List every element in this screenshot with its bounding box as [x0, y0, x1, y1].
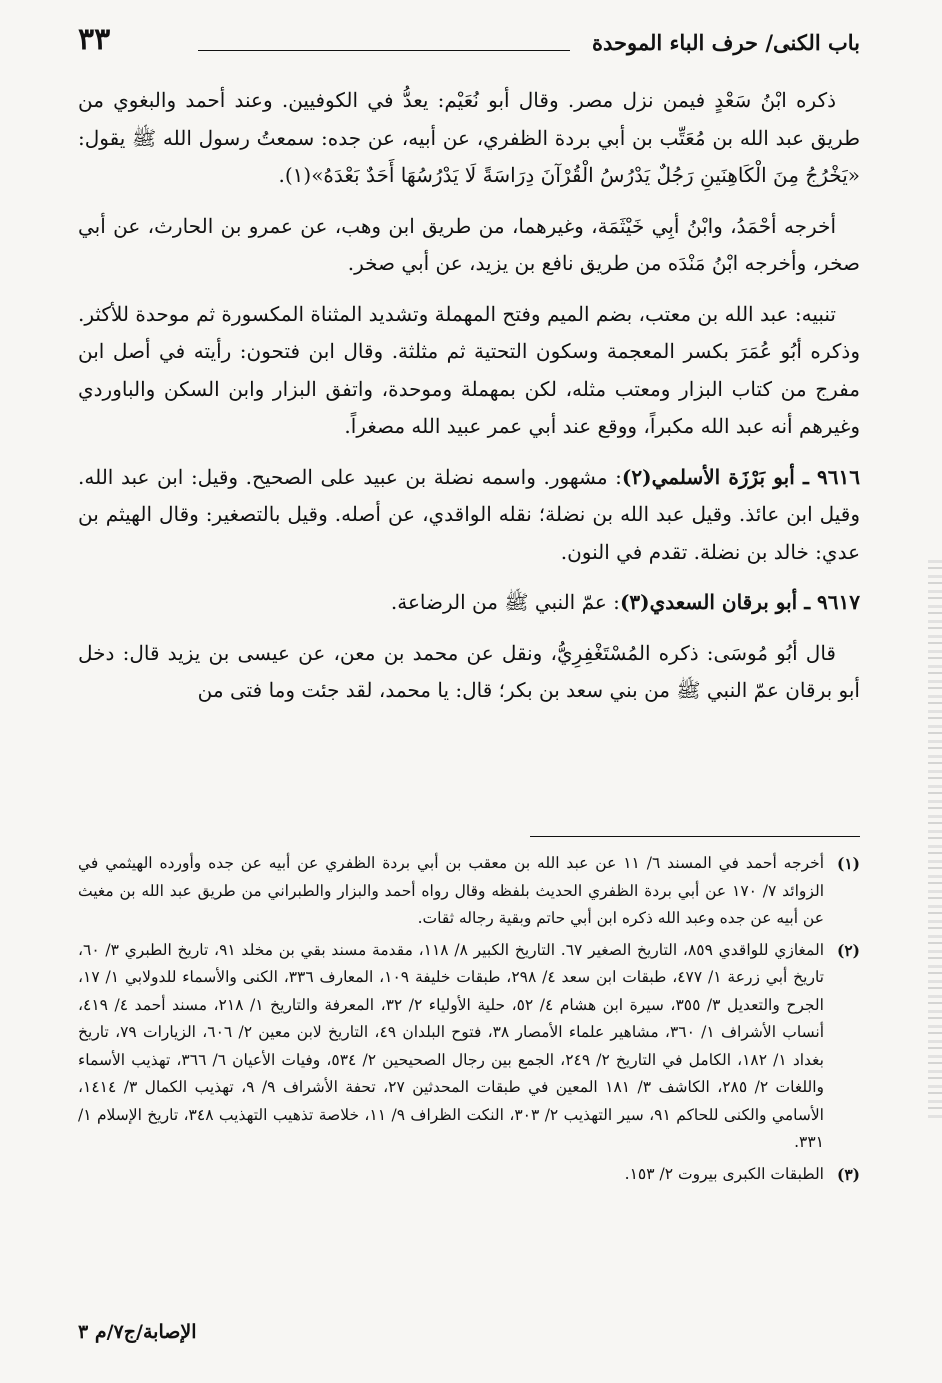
- footnotes: [78, 850, 860, 1192]
- page-header: [78, 22, 860, 64]
- footnote-2: [78, 937, 860, 1157]
- paragraph-last: قال أبُو مُوسَى: ذكره المُسْتَغْفِرِيُّ، ونقل عن محمد بن معن، عن عيسى بن يزيد قال: دخل أبو برقان عمّ النبي ﷺ من بني سعد بن بكر؛ قال: يا محمد، لقد جئت وما فتى من: [78, 640, 860, 702]
- main-text: [78, 82, 860, 723]
- entry-9617: [78, 584, 860, 622]
- footnote-text: الطبقات الكبرى بيروت ٢/ ١٥٣.: [624, 1164, 824, 1183]
- scan-edge-noise: [928, 560, 942, 1120]
- footnote-1: [78, 850, 860, 933]
- entry-9617-body: : عمّ النبي ﷺ من الرضاعة.: [390, 590, 620, 614]
- footnote-text: المغازي للواقدي ٨٥٩، التاريخ الصغير ٦٧. التاريخ الكبير ٨/ ١١٨، مقدمة مسند بقي بن مخلد ٩١، تاريخ الطبري ٣/ ٦٠، تاريخ أبي زرعة ١/ ٤٧٧، طبقات ابن سعد ٤/ ٢٩٨، طبقات خليفة ١٠٩، المعارف ٣٣٦، الكنى والأسماء للدولابي ١/ ١٧، الجرح والتعديل ٣/ ٣٥٥، سيرة ابن هشام ٤/ ٥٢، حلية الأولياء ٢/ ٣٢، المعرفة والتاريخ ١/ ٢١٨، مسند أحمد ٤/ ٤١٩، أنساب الأشراف ١/ ٣٦٠، مشاهير علماء الأمصار ٣٨، فتوح البلدان ٤٩، التاريخ لابن معين ٢/ ٦٠٦، الزيارات ٧٩، تاريخ بغداد ١/ ١٨٢، الكامل في التاريخ ٢/ ٢٤٩، الجمع بين رجال الصحيحين ٢/ ٥٣٤، وفيات الأعيان ٦/ ٣٦٦، تهذيب الأسماء واللغات ٢/ ٢٨٥، الكاشف ٣/ ١٨١ المعين في طبقات المحدثين ٢٧، تحفة الأشراف ٩/ ٩، تهذيب الكمال ٣/ ١٤١٤، الأسامي والكنى للحاكم ٩١، سير التهذيب ٢/ ٣٠٣، النكت الظراف ٩/ ١١، خلاصة تذهيب التهذيب ٣٤٨، تاريخ الإسلام ١/ ٣٣١.: [78, 940, 825, 1151]
- entry-9616: [78, 459, 860, 572]
- paragraph-2: أخرجه أحْمَدُ، وابْنُ أبِي خَيْثَمَة، وغيرهما، من طريق ابن وهب، عن عمرو بن الحارث، عن أبي صخر، وأخرجه ابْنُ مَنْدَه من طريق نافع بن يزيد، عن أبي صخر.: [78, 213, 860, 275]
- page-number: ٣٣: [78, 22, 111, 57]
- entry-9616-body: : مشهور. واسمه نضلة بن عبيد على الصحيح. وقيل: ابن عبد الله. وقيل ابن عائذ. وقيل عبد الله بن نضلة؛ نقله الواقدي، عن أصله. وقيل بالتصغير: وقال الهيثم بن عدي: خالد بن نضلة. تقدم في النون.: [78, 464, 860, 564]
- footnote-number: (٣): [836, 1164, 860, 1184]
- header-rule: [198, 50, 570, 51]
- signature-mark: الإصابة/ج٧/م ٣: [78, 1321, 197, 1343]
- footnote-rule: [530, 836, 860, 837]
- footnote-number: (١): [836, 854, 860, 873]
- entry-9617-head: ٩٦١٧ ـ أبو برقان السعدي(٣): [619, 590, 860, 614]
- footnote-number: (٢): [836, 940, 860, 960]
- footnote-text: أخرجه أحمد في المسند ٦/ ١١ عن عبد الله بن معقب بن أبي بردة الظفري عن أبيه عن جده وأورده الهيثمي في الزوائد ٧/ ١٧٠ عن أبي بردة الظفري الحديث بلفظه وقال رواه أحمد والبزار والطبراني من طريق عبد الله بن مغيث عن أبيه عن جده وعبد الله ذكره ابن أبي حاتم وبقية رجاله ثقات.: [78, 854, 825, 927]
- paragraph-3: تنبيه: عبد الله بن معتب، بضم الميم وفتح المهملة وتشديد المثناة المكسورة ثم موحدة للأكثر. وذكره أبُو عُمَرَ بكسر المعجمة وسكون التحتية ثم مثلثة. وقال ابن فتحون: رأيته في أصل ابن مفرج من كتاب البزار ومعتب مثله، لكن بمهملة وموحدة، واتفق البزار وابن السكن والباوردي وغيرهم أنه عبد الله مكبراً، ووقع عند أبي عمر عبيد الله مصغراً.: [78, 301, 860, 438]
- entry-9616-head: ٩٦١٦ ـ أبو بَرْزَة الأسلمي(٢): [621, 464, 860, 489]
- chapter-title: باب الكنى/ حرف الباء الموحدة: [591, 30, 860, 55]
- paragraph-1: ذكره ابْنُ سَعْدٍ فيمن نزل مصر. وقال أبو نُعَيْم: يعدُّ في الكوفيين. وعند أحمد والبغوي من طريق عبد الله بن مُعَتِّب بن أبي بردة الظفري، عن أبيه، عن جده: سمعتُ رسول الله ﷺ يقول: «يَخْرُجُ مِنَ الْكَاهِنَينِ رَجُلٌ يَدْرُسُ الْقُرْآنَ دِرَاسَةً لَا يَدْرُسُهَا أَحَدٌ بَعْدَهُ»(١).: [78, 88, 860, 187]
- footnote-3: [78, 1161, 860, 1189]
